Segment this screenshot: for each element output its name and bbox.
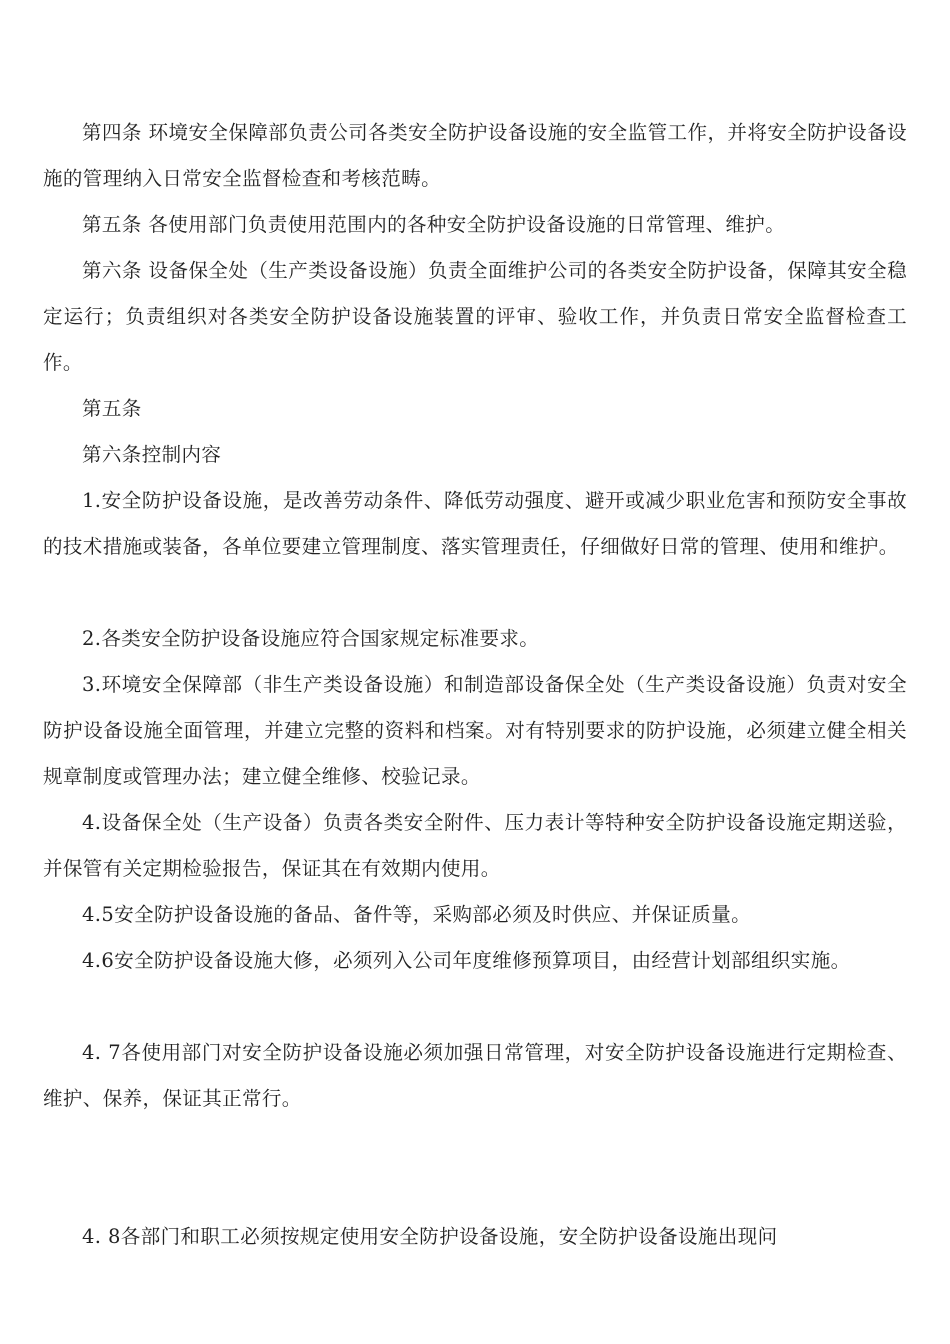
item-1-paragraph: 1.安全防护设备设施，是改善劳动条件、降低劳动强度、避开或减少职业危害和预防安全事故的技术措施或装备，各单位要建立管理制度、落实管理责任，仔细做好日常的管理、使用和维护。: [43, 489, 907, 558]
item-4-5-paragraph: 4.5安全防护设备设施的备品、备件等，采购部必须及时供应、并保证质量。: [82, 903, 752, 926]
item-2-paragraph: 2.各类安全防护设备设施应符合国家规定标准要求。: [82, 627, 540, 650]
item-4-8-paragraph: 4. 8各部门和职工必须按规定使用安全防护设备设施，安全防护设备设施出现问: [82, 1225, 778, 1248]
item-4-7-paragraph: 4. 7各使用部门对安全防护设备设施必须加强日常管理，对安全防护设备设施进行定期检查、维护、保养，保证其正常行。: [43, 1041, 907, 1110]
item-3-paragraph: 3.环境安全保障部（非生产类设备设施）和制造部设备保全处（生产类设备设施）负责对安全防护设备设施全面管理，并建立完整的资料和档案。对有特别要求的防护设施，必须建立健全相关规章制度或管理办法；建立健全维修、校验记录。: [43, 673, 907, 788]
article-5-paragraph: 第五条 各使用部门负责使用范围内的各种安全防护设备设施的日常管理、维护。: [82, 213, 786, 236]
article-6-paragraph: 第六条 设备保全处（生产类设备设施）负责全面维护公司的各类安全防护设备，保障其安全稳定运行；负责组织对各类安全防护设备设施装置的评审、验收工作，并负责日常安全监督检查工作。: [43, 259, 907, 374]
article-6-control-heading: 第六条控制内容: [82, 443, 222, 466]
article-5-heading: 第五条: [82, 397, 142, 420]
item-4-6-paragraph: 4.6安全防护设备设施大修，必须列入公司年度维修预算项目，由经营计划部组织实施。: [82, 949, 851, 972]
article-4-paragraph: 第四条 环境安全保障部负责公司各类安全防护设备设施的安全监管工作，并将安全防护设备设施的管理纳入日常安全监督检查和考核范畴。: [43, 121, 907, 190]
item-4-paragraph: 4.设备保全处（生产设备）负责各类安全附件、压力表计等特种安全防护设备设施定期送验，并保管有关定期检验报告，保证其在有效期内使用。: [43, 811, 907, 880]
